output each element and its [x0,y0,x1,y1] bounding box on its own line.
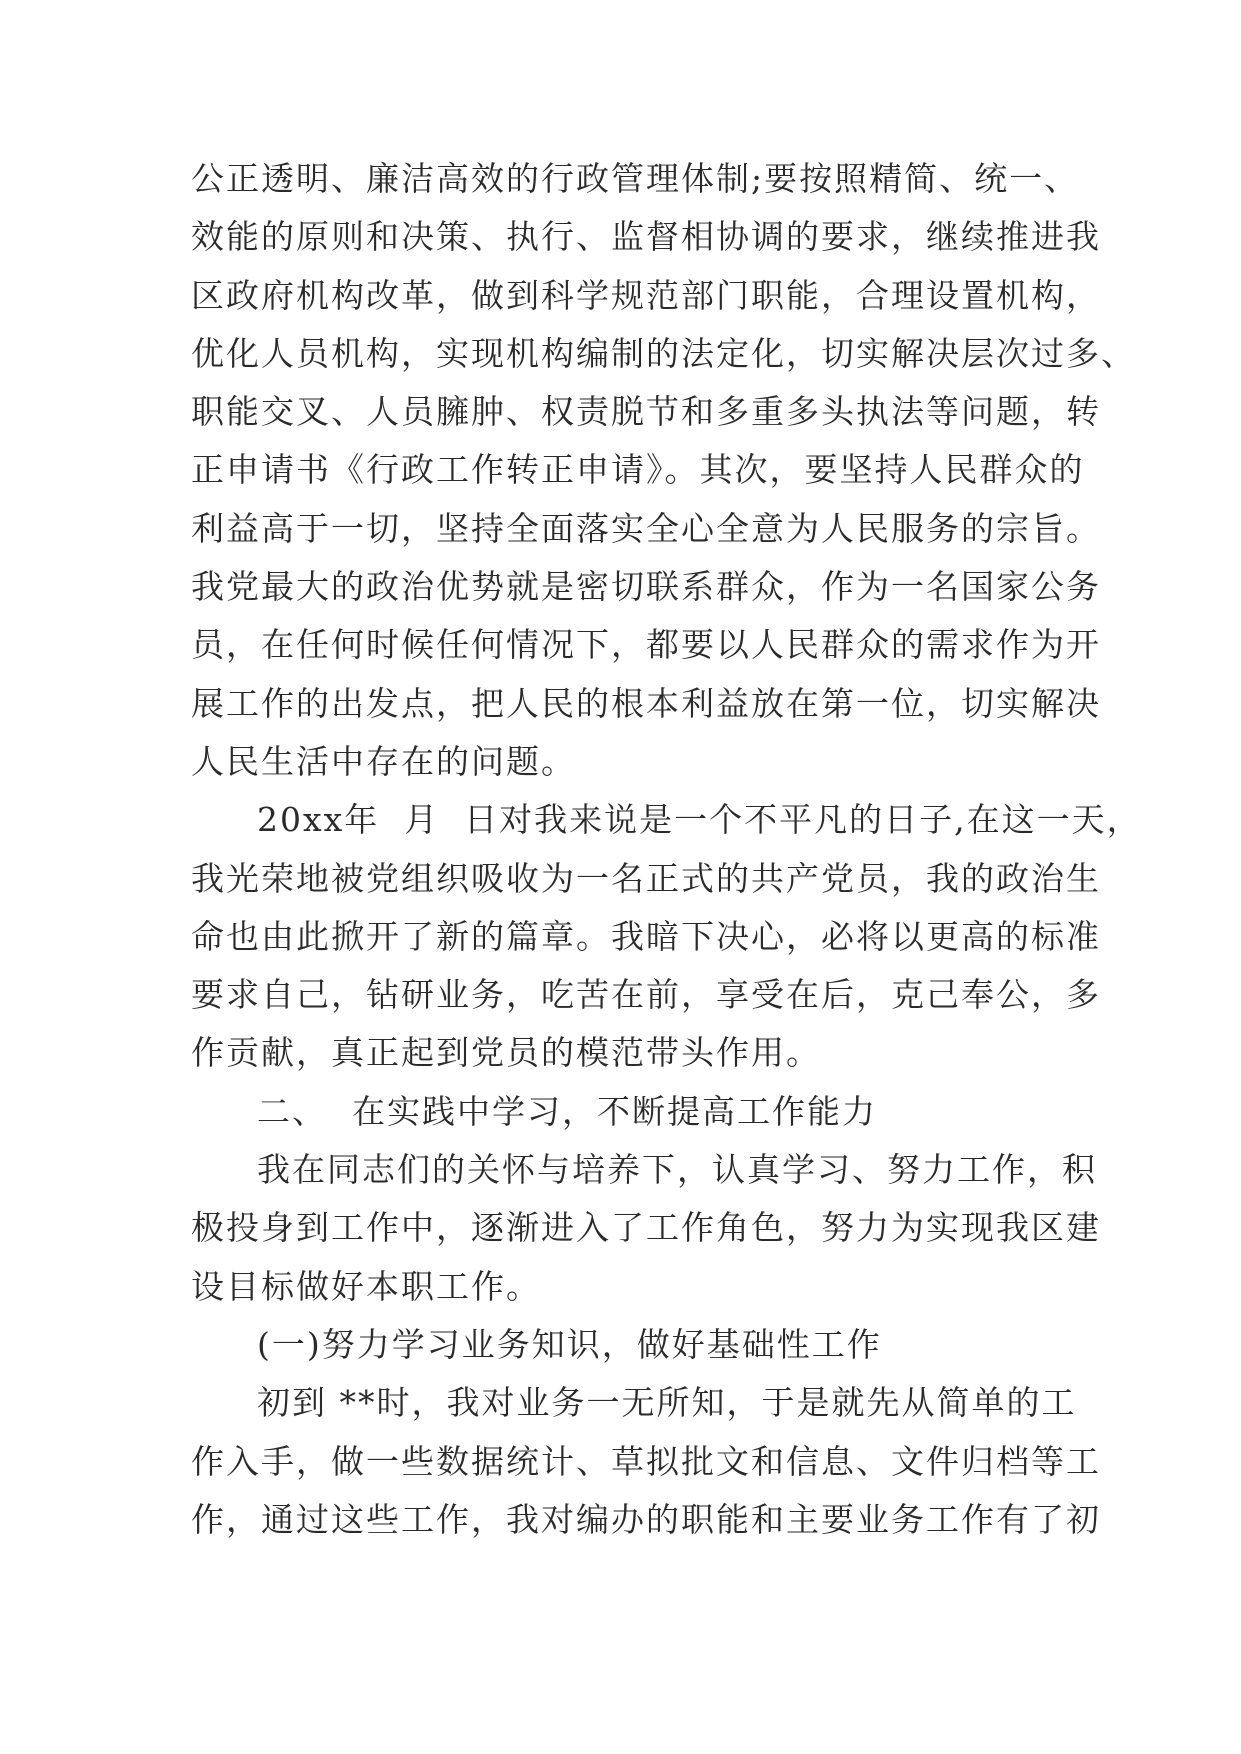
text-line: 要求自己，钻研业务，吃苦在前，享受在后，克己奉公，多 [191,975,1101,1015]
text-line: 极投身到工作中，逐渐进入了工作角色，努力为实现我区建 [191,1208,1101,1248]
text-line: 员，在任何时候任何情况下，都要以人民群众的需求作为开 [191,625,1101,665]
text-line: 利益高于一切，坚持全面落实全心全意为人民服务的宗旨。 [191,508,1101,548]
subsection-heading: (一)努力学习业务知识，做好基础性工作 [257,1324,882,1364]
text-line: 我党最大的政治优势就是密切联系群众，作为一名国家公务 [191,567,1101,607]
text-line: 我光荣地被党组织吸收为一名正式的共产党员，我的政治生 [191,858,1101,898]
text-line: 作贡献，真正起到党员的模范带头作用。 [191,1033,821,1073]
text-line: 正申请书《行政工作转正申请》。其次，要坚持人民群众的 [191,450,1085,490]
paragraph-first-line: 我在同志们的关怀与培养下，认真学习、努力工作，积 [257,1150,1097,1190]
text-line: 展工作的出发点，把人民的根本利益放在第一位，切实解决 [191,683,1101,723]
text-line: 区政府机构改革，做到科学规范部门职能，合理设置机构， [191,275,1101,315]
paragraph-first-line: 20xx年 月 日对我来说是一个不平凡的日子,在这一天， [257,800,1142,840]
text-line: 优化人员机构，实现机构编制的法定化，切实解决层次过多、 [191,333,1136,373]
text-line: 作入手，做一些数据统计、草拟批文和信息、文件归档等工 [191,1441,1101,1481]
text-line: 命也由此掀开了新的篇章。我暗下决心，必将以更高的标准 [191,916,1101,956]
body-text [191,150,1142,1549]
section-heading: 二、 在实践中学习，不断提高工作能力 [257,1091,877,1131]
text-line: 效能的原则和决策、执行、监督相协调的要求，继续推进我 [191,217,1101,257]
text-line: 人民生活中存在的问题。 [191,741,576,781]
text-line: 作，通过这些工作，我对编办的职能和主要业务工作有了初 [191,1499,1101,1539]
paragraph-first-line: 初到 **时，我对业务一无所知，于是就先从简单的工 [257,1383,1077,1423]
text-line: 设目标做好本职工作。 [191,1266,541,1306]
text-line: 公正透明、廉洁高效的行政管理体制;要按照精简、统一、 [191,159,1080,198]
text-line: 职能交叉、人员臃肿、权责脱节和多重多头执法等问题，转 [191,392,1101,432]
